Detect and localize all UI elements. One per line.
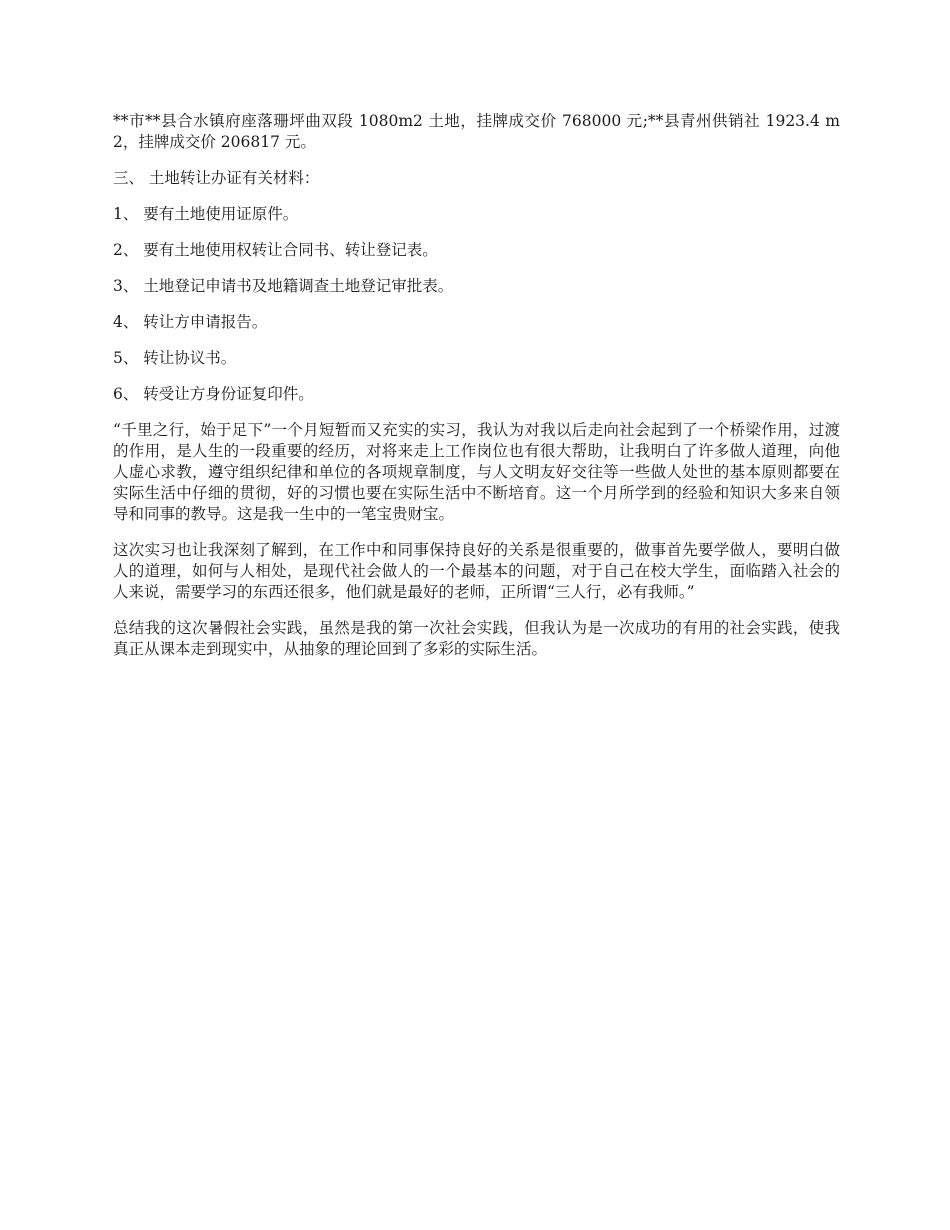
body-paragraph-3: 总结我的这次暑假社会实践，虽然是我的第一次社会实践，但我认为是一次成功的有用的社会实践，使我真正从课本走到现实中，从抽象的理论回到了多彩的实际生活。: [113, 619, 840, 658]
material-item-6: 6、 转受让方身份证复印件。: [113, 385, 314, 403]
material-item-4: 4、 转让方申请报告。: [113, 313, 268, 331]
material-item-5: 5、 转让协议书。: [113, 349, 237, 367]
material-item-1: 1、 要有土地使用证原件。: [113, 205, 299, 223]
material-item-2: 2、 要有土地使用权转让合同书、转让登记表。: [113, 241, 438, 259]
material-item-3: 3、 土地登记申请书及地籍调查土地登记审批表。: [113, 277, 454, 295]
intro-paragraph: **市**县合水镇府座落珊坪曲双段 1080m2 土地，挂牌成交价 768000 元;**县青州供销社 1923.4 m2，挂牌成交价 206817 元。: [113, 112, 840, 151]
body-paragraph-2: 这次实习也让我深刻了解到，在工作中和同事保持良好的关系是很重要的，做事首先要学做人，要明白做人的道理，如何与人相处，是现代社会做人的一个最基本的问题，对于自己在校大学生，面临踏入社会的人来说，需要学习的东西还很多，他们就是最好的老师，正所谓“三人行，必有我师。”: [113, 541, 840, 601]
document-page: [113, 111, 840, 675]
section-heading: 三、 土地转让办证有关材料：: [113, 169, 320, 187]
body-paragraph-1: “千里之行，始于足下”一个月短暂而又充实的实习，我认为对我以后走向社会起到了一个桥梁作用，过渡的作用，是人生的一段重要的经历，对将来走上工作岗位也有很大帮助，让我明白了许多做人道理，向他人虚心求教，遵守组织纪律和单位的各项规章制度，与人文明友好交往等一些做人处世的基本原则都要在实际生活中仔细的贯彻，好的习惯也要在实际生活中不断培育。这一个月所学到的经验和知识大多来自领导和同事的教导。这是我一生中的一笔宝贵财宝。: [113, 421, 840, 523]
